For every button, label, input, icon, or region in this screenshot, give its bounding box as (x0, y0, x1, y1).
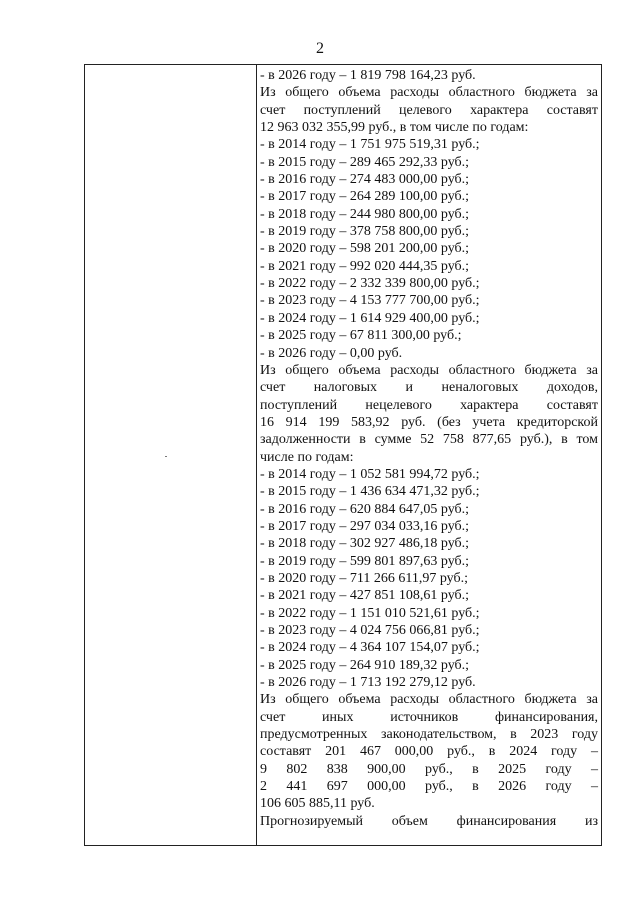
text-line: - в 2020 году – 598 201 200,00 руб.; (260, 241, 470, 257)
text-line: - в 2022 году – 1 151 010 521,61 руб.; (260, 605, 480, 621)
text-line: - в 2025 году – 264 910 189,32 руб.; (260, 657, 470, 673)
text-line: - в 2016 году – 620 884 647,05 руб.; (260, 501, 470, 517)
text-line: - в 2020 году – 711 266 611,97 руб.; (260, 570, 468, 586)
text-line: - в 2021 году – 427 851 108,61 руб.; (260, 588, 470, 604)
text-line: - в 2026 году – 0,00 руб. (260, 345, 403, 361)
text-line: - в 2024 году – 4 364 107 154,07 руб.; (260, 640, 480, 656)
document-table (84, 64, 602, 846)
text-line: - в 2015 году – 1 436 634 471,32 руб.; (260, 484, 480, 500)
page-number: 2 (316, 40, 324, 57)
text-line: - в 2021 году – 992 020 444,35 руб.; (260, 258, 470, 274)
text-line: Из общего объема расходы областного бюджета за (260, 362, 598, 378)
text-line: - в 2025 году – 67 811 300,00 руб.; (260, 328, 462, 344)
text-line: предусмотренных законодательством, в 2023 году (260, 727, 598, 743)
text-line: - в 2023 году – 4 153 777 700,00 руб.; (260, 293, 480, 309)
text-line: 16 914 199 583,92 руб. (без учета кредиторской (260, 414, 598, 430)
text-line: - в 2019 году – 378 758 800,00 руб.; (260, 224, 470, 240)
text-line: - в 2022 году – 2 332 339 800,00 руб.; (260, 276, 480, 292)
text-line: числе по годам: (260, 449, 354, 465)
text-line: составят 201 467 000,00 руб., в 2024 году – (260, 744, 598, 760)
text-line: поступлений нецелевого характера составят (260, 397, 598, 413)
text-line: счет налоговых и неналоговых доходов, (260, 380, 598, 396)
text-line: счет поступлений целевого характера составят (260, 102, 598, 118)
text-line: - в 2015 году – 289 465 292,33 руб.; (260, 154, 470, 170)
text-line: - в 2016 году – 274 483 000,00 руб.; (260, 172, 470, 188)
text-line: - в 2014 году – 1 052 581 994,72 руб.; (260, 466, 480, 482)
text-line: 106 605 885,11 руб. (260, 796, 375, 812)
text-line: 9 802 838 900,00 руб., в 2025 году – (260, 761, 598, 777)
text-line: Из общего объема расходы областного бюджета за (260, 85, 598, 101)
text-line: 2 441 697 000,00 руб., в 2026 году – (260, 779, 598, 795)
text-line: Прогнозируемый объем финансирования из (260, 813, 598, 829)
text-line: - в 2014 году – 1 751 975 519,31 руб.; (260, 137, 480, 153)
table-left-column (85, 65, 257, 845)
text-line: - в 2023 году – 4 024 756 066,81 руб.; (260, 623, 480, 638)
text-line: - в 2026 году – 1 819 798 164,23 руб. (260, 68, 476, 83)
text-line: - в 2024 году – 1 614 929 400,00 руб.; (260, 310, 480, 326)
text-line: 12 963 032 355,99 руб., в том числе по годам: (260, 120, 529, 136)
text-line: - в 2017 году – 297 034 033,16 руб.; (260, 518, 470, 534)
text-line: - в 2017 году – 264 289 100,00 руб.; (260, 189, 470, 205)
text-line: - в 2019 году – 599 801 897,63 руб.; (260, 553, 470, 569)
text-line: счет иных источников финансирования, (260, 709, 598, 725)
table-right-column (257, 67, 601, 830)
text-line: - в 2018 году – 244 980 800,00 руб.; (260, 206, 470, 222)
text-line: задолженности в сумме 52 758 877,65 руб.), в том (260, 432, 598, 448)
text-line: - в 2018 году – 302 927 486,18 руб.; (260, 536, 470, 552)
text-line: Из общего объема расходы областного бюджета за (260, 692, 598, 708)
text-line: - в 2026 году – 1 713 192 279,12 руб. (260, 675, 476, 691)
scan-speck (165, 456, 167, 457)
